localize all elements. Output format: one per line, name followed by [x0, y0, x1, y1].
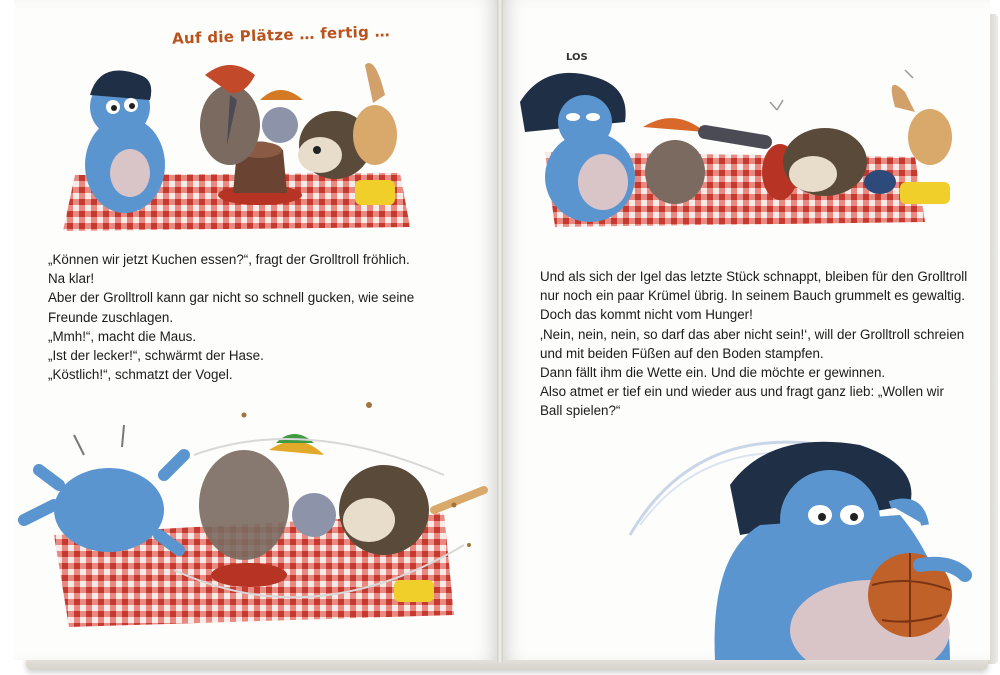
text-line: und mit beiden Füßen auf den Boden stampfen. [540, 345, 824, 361]
left-page-text [48, 250, 488, 384]
text-line: ‚Nein, nein, nein, so darf das aber nicht sein!‘, will der Grolltroll schreien [540, 326, 965, 342]
text-line: „Mmh!“, macht die Maus. [48, 328, 197, 344]
text-line: „Köstlich!“, schmatzt der Vogel. [48, 367, 233, 383]
illustration-picnic-cake [55, 55, 425, 235]
text-line: „Ist der lecker!“, schwärmt der Hase. [48, 348, 264, 364]
right-page-text [540, 267, 980, 421]
illustration-full-friends [515, 62, 980, 232]
text-line: Aber der Grolltroll kann gar nicht so schnell gucken, wie seine [48, 290, 415, 306]
text-line: „Können wir jetzt Kuchen essen?“, fragt der Grolltroll fröhlich. [48, 252, 410, 267]
speech-word: LOS [566, 52, 588, 63]
illustration-troll-with-ball [620, 425, 980, 660]
illustration-cake-scramble [14, 395, 494, 640]
text-line: Freunde zuschlagen. [48, 309, 174, 325]
left-heading: Auf die Plätze … fertig … [171, 22, 391, 48]
text-line: Doch das kommt nicht vom Hunger! [540, 307, 753, 323]
text-line: Dann fällt ihm die Wette ein. Und die möchte er gewinnen. [540, 365, 886, 381]
text-line: Und als sich der Igel das letzte Stück schnappt, bleiben für den Grolltroll [540, 269, 968, 284]
text-line: Na klar! [48, 271, 95, 287]
text-line: nur noch ein paar Krümel übrig. In seinem Bauch grummelt es gewaltig. [540, 288, 965, 304]
text-line: Also atmet er tief ein und wieder aus und fragt ganz lieb: „Wollen wir [540, 384, 944, 400]
book-spine [497, 0, 503, 662]
text-line: Ball spielen?“ [540, 403, 621, 419]
